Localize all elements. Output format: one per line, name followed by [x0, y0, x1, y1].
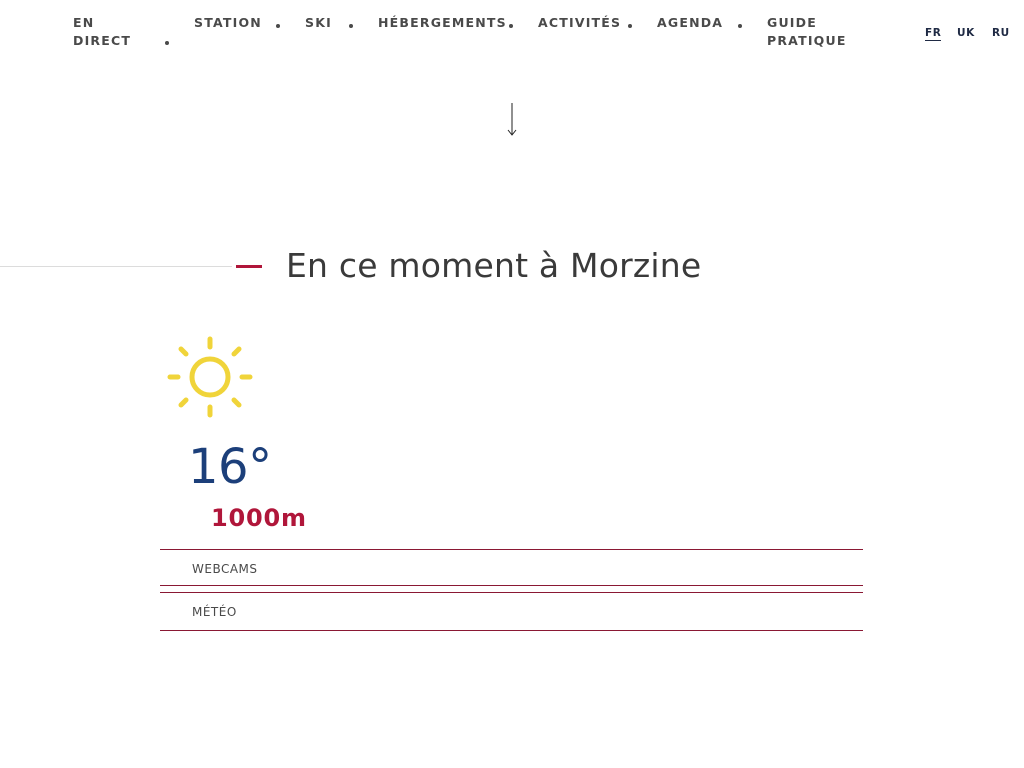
sun-icon: [166, 335, 254, 419]
nav-item-activites[interactable]: ACTIVITÉS: [538, 15, 622, 30]
nav-item-en-direct-line2: DIRECT: [73, 33, 132, 48]
meteo-link[interactable]: [160, 592, 863, 631]
nav-separator-dot: [349, 24, 353, 28]
section-divider-line: [0, 266, 232, 267]
nav-item-guide-pratique[interactable]: [767, 14, 847, 50]
language-uk[interactable]: UK: [957, 27, 975, 39]
temperature-value: 16°: [188, 439, 272, 495]
section-title-dash: [236, 265, 262, 268]
nav-separator-dot: [738, 24, 742, 28]
webcams-link[interactable]: [160, 549, 863, 586]
nav-item-agenda[interactable]: AGENDA: [657, 15, 724, 30]
nav-separator-dot: [509, 24, 513, 28]
webcams-link-label: WEBCAMS: [192, 562, 258, 576]
nav-item-ski[interactable]: SKI: [305, 15, 332, 30]
nav-separator-dot: [165, 41, 169, 45]
nav-item-guide-line2: PRATIQUE: [767, 33, 847, 48]
nav-item-guide-line1: GUIDE: [767, 15, 817, 30]
main-navigation: [0, 0, 1024, 60]
nav-separator-dot: [628, 24, 632, 28]
language-fr[interactable]: FR: [925, 27, 942, 39]
scroll-down-arrow-icon[interactable]: [505, 101, 519, 139]
nav-item-en-direct-line1: EN: [73, 15, 95, 30]
nav-item-hebergements[interactable]: HÉBERGEMENTS: [378, 15, 507, 30]
language-ru[interactable]: RU: [992, 27, 1010, 39]
nav-item-en-direct[interactable]: [73, 14, 131, 50]
nav-separator-dot: [276, 24, 280, 28]
nav-item-station[interactable]: STATION: [194, 15, 262, 30]
meteo-link-label: MÉTÉO: [192, 605, 237, 619]
altitude-value: 1000m: [211, 504, 307, 532]
section-title: En ce moment à Morzine: [286, 246, 702, 285]
